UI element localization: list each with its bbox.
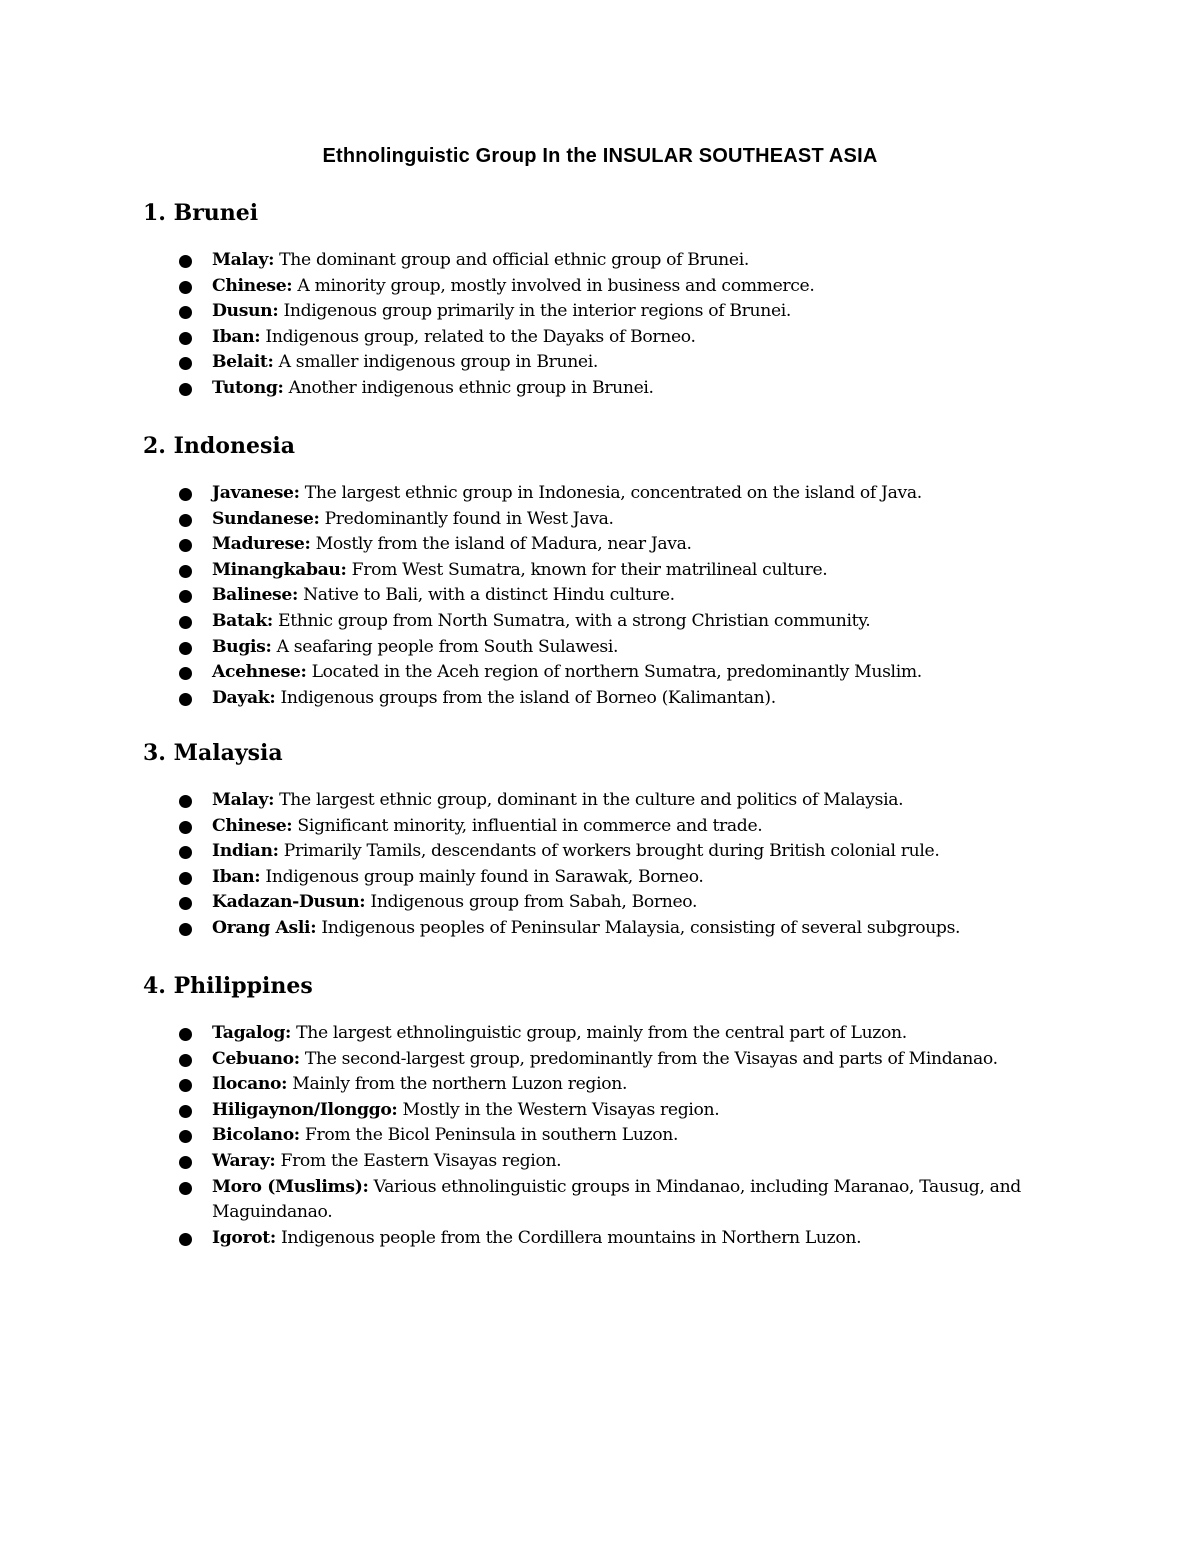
list-item — [143, 1123, 1083, 1149]
list-item — [143, 916, 1083, 942]
group-name: Waray: — [212, 1150, 276, 1171]
bullet-icon — [179, 539, 192, 552]
section-brunei — [143, 198, 1083, 402]
group-description: The largest ethnic group, dominant in the culture and politics of Malaysia. — [274, 790, 904, 810]
list-item — [143, 1021, 1083, 1047]
group-description: Significant minority, influential in commerce and trade. — [292, 815, 763, 836]
list-item — [143, 609, 1083, 635]
list-item — [143, 558, 1083, 584]
bullet-icon — [179, 383, 192, 396]
group-name: Dayak: — [212, 687, 276, 708]
group-description: The dominant group and official ethnic group of Brunei. — [274, 250, 749, 270]
ethnic-group-list — [143, 248, 1083, 402]
list-item — [143, 532, 1083, 558]
list-item — [143, 1047, 1083, 1073]
bullet-icon — [179, 923, 192, 936]
group-description: Located in the Aceh region of northern Sumatra, predominantly Muslim. — [306, 662, 922, 683]
group-description: Ethnic group from North Sumatra, with a strong Christian community. — [272, 610, 871, 631]
group-description: Indigenous group primarily in the interior regions of Brunei. — [278, 301, 792, 322]
bullet-icon — [179, 488, 192, 501]
group-name: Dusun: — [212, 301, 279, 322]
bullet-icon — [179, 565, 192, 578]
group-name: Tutong: — [212, 377, 284, 398]
list-item — [143, 1149, 1083, 1175]
group-description: Mainly from the northern Luzon region. — [287, 1074, 628, 1095]
section-heading: 1. Brunei — [143, 200, 259, 226]
group-name: Madurese: — [212, 534, 311, 555]
list-item — [143, 788, 1083, 814]
bullet-icon — [179, 1156, 192, 1169]
bullet-icon — [179, 1054, 192, 1067]
group-name: Minangkabau: — [212, 559, 347, 580]
ethnic-group-list — [143, 788, 1083, 942]
group-description: A minority group, mostly involved in business and commerce. — [292, 275, 815, 296]
bullet-icon — [179, 332, 192, 345]
section-indonesia — [143, 431, 1083, 711]
group-description: Predominantly found in West Java. — [319, 508, 614, 529]
section-heading: 4. Philippines — [143, 973, 313, 999]
group-description: Primarily Tamils, descendants of workers brought during British colonial rule. — [278, 841, 940, 862]
group-description: Indigenous peoples of Peninsular Malaysia, consisting of several subgroups. — [316, 917, 961, 938]
group-name: Malay: — [212, 250, 275, 270]
list-item — [143, 1175, 1083, 1226]
section-heading: 2. Indonesia — [143, 433, 295, 459]
group-description: Another indigenous ethnic group in Brunei. — [283, 377, 654, 398]
group-description: The largest ethnic group in Indonesia, concentrated on the island of Java. — [299, 483, 922, 503]
group-description: Various ethnolinguistic groups in Mindanao, including Maranao, Tausug, and Maguindanao. — [212, 1176, 1021, 1223]
section-philippines — [143, 971, 1083, 1251]
bullet-icon — [179, 281, 192, 294]
list-item — [143, 839, 1083, 865]
group-name: Tagalog: — [212, 1023, 291, 1043]
bullet-icon — [179, 1105, 192, 1118]
bullet-icon — [179, 255, 192, 268]
group-description: A seafaring people from South Sulawesi. — [271, 636, 619, 657]
group-description: Mostly from the island of Madura, near Java. — [310, 534, 692, 555]
section-malaysia — [143, 738, 1083, 942]
ethnic-group-list — [143, 481, 1083, 711]
section-heading: 3. Malaysia — [143, 740, 283, 766]
bullet-icon — [179, 616, 192, 629]
ethnic-group-list — [143, 1021, 1083, 1251]
group-name: Acehnese: — [212, 662, 307, 683]
group-name: Orang Asli: — [212, 917, 317, 938]
group-name: Ilocano: — [212, 1074, 288, 1095]
group-name: Moro (Muslims): — [212, 1176, 369, 1197]
group-name: Igorot: — [212, 1227, 276, 1248]
group-name: Indian: — [212, 841, 279, 862]
group-name: Iban: — [212, 866, 261, 887]
list-item — [143, 890, 1083, 916]
bullet-icon — [179, 693, 192, 706]
group-description: Mostly in the Western Visayas region. — [397, 1099, 720, 1120]
list-item — [143, 325, 1083, 351]
group-description: From West Sumatra, known for their matrilineal culture. — [346, 559, 828, 580]
group-description: The largest ethnolinguistic group, mainly from the central part of Luzon. — [291, 1023, 907, 1043]
group-name: Sundanese: — [212, 508, 320, 529]
group-name: Chinese: — [212, 815, 293, 836]
list-item — [143, 248, 1083, 274]
group-name: Kadazan-Dusun: — [212, 892, 366, 913]
document-title: Ethnolinguistic Group In the INSULAR SOUTHEAST ASIA — [322, 145, 878, 167]
bullet-icon — [179, 1130, 192, 1143]
list-item — [143, 583, 1083, 609]
group-name: Bugis: — [212, 636, 272, 657]
list-item — [143, 507, 1083, 533]
list-item — [143, 635, 1083, 661]
bullet-icon — [179, 872, 192, 885]
group-name: Javanese: — [212, 483, 300, 503]
group-name: Iban: — [212, 326, 261, 347]
bullet-icon — [179, 1028, 192, 1041]
group-description: Indigenous group, related to the Dayaks of Borneo. — [260, 326, 696, 347]
list-item — [143, 299, 1083, 325]
bullet-icon — [179, 795, 192, 808]
group-name: Belait: — [212, 352, 274, 373]
group-description: A smaller indigenous group in Brunei. — [273, 352, 599, 373]
list-item — [143, 350, 1083, 376]
list-item — [143, 865, 1083, 891]
list-item — [143, 1098, 1083, 1124]
group-description: The second-largest group, predominantly from the Visayas and parts of Mindanao. — [299, 1048, 998, 1069]
bullet-icon — [179, 897, 192, 910]
group-name: Malay: — [212, 790, 275, 810]
bullet-icon — [179, 821, 192, 834]
list-item — [143, 660, 1083, 686]
bullet-icon — [179, 590, 192, 603]
list-item — [143, 686, 1083, 712]
group-description: Indigenous groups from the island of Borneo (Kalimantan). — [275, 687, 776, 708]
group-description: From the Bicol Peninsula in southern Luzon. — [299, 1125, 679, 1146]
group-description: From the Eastern Visayas region. — [275, 1150, 562, 1171]
list-item — [143, 814, 1083, 840]
bullet-icon — [179, 514, 192, 527]
bullet-icon — [179, 846, 192, 859]
group-name: Balinese: — [212, 585, 298, 606]
bullet-icon — [179, 642, 192, 655]
group-description: Indigenous group from Sabah, Borneo. — [365, 892, 698, 913]
group-name: Batak: — [212, 610, 273, 631]
list-item — [143, 376, 1083, 402]
list-item — [143, 274, 1083, 300]
group-description: Indigenous group mainly found in Sarawak, Borneo. — [260, 866, 704, 887]
bullet-icon — [179, 306, 192, 319]
list-item — [143, 1226, 1083, 1252]
bullet-icon — [179, 1182, 192, 1195]
list-item — [143, 481, 1083, 507]
group-name: Chinese: — [212, 275, 293, 296]
group-name: Cebuano: — [212, 1048, 300, 1069]
bullet-icon — [179, 1233, 192, 1246]
list-item — [143, 1072, 1083, 1098]
group-name: Hiligaynon/Ilonggo: — [212, 1099, 398, 1120]
bullet-icon — [179, 357, 192, 370]
bullet-icon — [179, 667, 192, 680]
group-description: Indigenous people from the Cordillera mountains in Northern Luzon. — [275, 1227, 862, 1248]
bullet-icon — [179, 1079, 192, 1092]
group-description: Native to Bali, with a distinct Hindu culture. — [297, 585, 675, 606]
group-name: Bicolano: — [212, 1125, 300, 1146]
